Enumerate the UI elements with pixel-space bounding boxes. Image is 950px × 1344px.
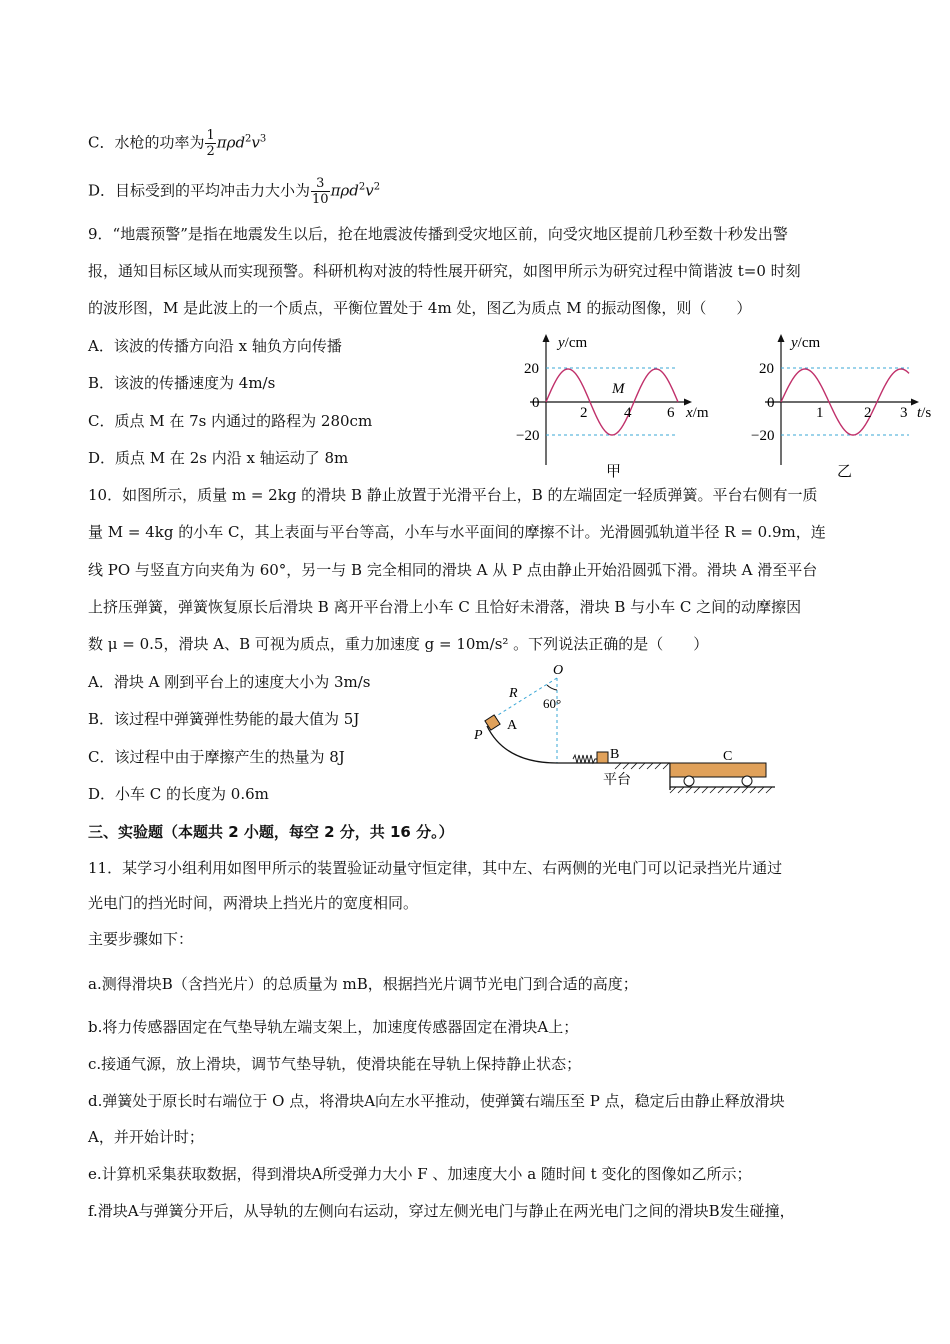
jia-xlabel: x/m: [686, 405, 709, 421]
fig-label-platform: 平台: [603, 773, 631, 788]
yi-xlabel: t/s: [917, 405, 932, 421]
q10-stem-line3: 线 PO 与竖直方向夹角为 60°，另一与 B 完全相同的滑块 A 从 P 点由静止开始沿圆弧下滑。滑块 A 滑至平台: [88, 561, 818, 579]
jia-point-m: M: [612, 381, 625, 397]
q9-stem-line2: 报，通知目标区域从而实现预警。科研机构对波的特性展开研究，如图甲所示为研究过程中简谐波 t=0 时刻: [88, 262, 801, 280]
jia-y-arrow: [543, 334, 550, 342]
fig-label-r: R: [509, 686, 518, 701]
fig-angle-arc: [547, 685, 557, 690]
q10-option-d: D．小车 C 的长度为 0.6m: [88, 785, 269, 803]
yi-xtick-1: 1: [816, 405, 824, 421]
yi-y-arrow: [778, 334, 785, 342]
q8-option-d: D．目标受到的平均冲击力大小为 $\frac{3}{10}$ $\pi\rho d^2v^2$: [88, 176, 381, 207]
q11-step-a: a.测得滑块B（含挡光片）的总质量为 mB，根据挡光片调节光电门到合适的高度；: [88, 975, 638, 993]
q9-stem-line1: 9．“地震预警”是指在地震发生以后，抢在地震波传播到受灾地区前，向受灾地区提前几秒至数十秒发出警: [88, 225, 788, 243]
q11-step-e: e.计算机采集获取数据，得到滑块A所受弹力大小 F 、加速度大小 a 随时间 t 变化的图像如乙所示；: [88, 1165, 752, 1183]
q10-stem-line5: 数 μ = 0.5，滑块 A、B 可视为质点，重力加速度 g = 10m/s² 。下列说法正确的是（ ）: [88, 635, 709, 653]
fig-arc-track: [487, 726, 557, 763]
q9-option-d: D．质点 M 在 2s 内沿 x 轴运动了 8m: [88, 449, 349, 467]
q11-stem-line2: 光电门的挡光时间，两滑块上挡光片的宽度相同。: [88, 894, 419, 912]
q8-option-c: C．水枪的功率为 $\frac{1}{2}$ $\pi\rho d^2v^3$: [88, 128, 267, 159]
fig-cart-wheel-left: [684, 776, 694, 786]
q9-option-a: A．该波的传播方向沿 x 轴负方向传播: [88, 337, 342, 355]
fig-platform-hatch: [615, 763, 669, 769]
yi-caption: 乙: [837, 464, 853, 480]
q11-step-d-line2: A，并开始计时；: [88, 1128, 204, 1146]
q11-step-c: c.接通气源，放上滑块，调节气垫导轨，使滑块能在导轨上保持静止状态；: [88, 1055, 582, 1073]
q11-step-f: f.滑块A与弹簧分开后，从导轨的左侧向右运动，穿过左侧光电门与静止在两光电门之间的滑块B发生碰撞，: [88, 1202, 795, 1220]
q9-stem-line3: 的波形图，M 是此波上的一个质点，平衡位置处于 4m 处，图乙为质点 M 的振动图像，则（ ）: [88, 299, 752, 317]
yi-ytick-neg20: −20: [751, 428, 775, 444]
fig-label-c: C: [723, 749, 733, 764]
yi-xtick-2: 2: [864, 405, 872, 421]
q11-step-d-line1: d.弹簧处于原长时右端位于 O 点，将滑块A向左水平推动，使弹簧右端压至 P 点，稳定后由静止释放滑块: [88, 1092, 785, 1110]
fig-cart-wheel-right: [742, 776, 752, 786]
q10-track-figure: [465, 660, 785, 800]
q8-optd-fraction: $\frac{3}{10}$: [312, 176, 329, 207]
jia-ylabel: y/cm: [558, 335, 588, 351]
fig-label-angle: 60°: [543, 696, 562, 711]
q10-option-c: C．该过程中由于摩擦产生的热量为 8J: [88, 748, 345, 766]
q8-optc-fraction: $\frac{1}{2}$: [206, 128, 215, 159]
q9-option-b: B．该波的传播速度为 4m/s: [88, 374, 276, 392]
fig-ground-hatch: [670, 787, 772, 793]
jia-xtick-4: 4: [624, 405, 632, 421]
yi-ytick-20: 20: [759, 361, 774, 377]
fig-cart-c: [670, 763, 766, 777]
q10-stem-line1: 10．如图所示，质量 m = 2kg 的滑块 B 静止放置于光滑平台上，B 的左端固定一轻质弹簧。平台右侧有一质: [88, 486, 818, 504]
q10-stem-line4: 上挤压弹簧，弹簧恢复原长后滑块 B 离开平台滑上小车 C 且恰好未滑落，滑块 B 与小车 C 之间的动摩擦因: [88, 598, 802, 616]
q11-stem-line1: 11．某学习小组利用如图甲所示的装置验证动量守恒定律，其中左、右两侧的光电门可以记录挡光片通过: [88, 859, 783, 877]
fig-spring: [573, 755, 599, 763]
fig-label-b: B: [610, 747, 620, 762]
jia-xtick-2: 2: [580, 405, 588, 421]
q11-steps-title: 主要步骤如下：: [88, 930, 194, 948]
q10-stem-line2: 量 M = 4kg 的小车 C，其上表面与平台等高，小车与水平面间的摩擦不计。光滑圆弧轨道半径 R = 0.9m，连: [88, 523, 826, 541]
fig-label-a: A: [507, 718, 518, 733]
jia-ytick-0: 0: [532, 395, 540, 411]
yi-xtick-3: 3: [900, 405, 908, 421]
yi-ylabel: y/cm: [791, 335, 821, 351]
q10-option-b: B．该过程中弹簧弹性势能的最大值为 5J: [88, 710, 360, 728]
wave-graph-jia: [500, 330, 730, 480]
fig-block-a: [485, 715, 500, 730]
fig-block-b: [597, 752, 608, 763]
section3-title: 三、实验题（本题共 2 小题，每空 2 分，共 16 分。）: [88, 823, 454, 841]
yi-ytick-0: 0: [767, 395, 775, 411]
jia-ytick-neg20: −20: [516, 428, 540, 444]
fig-label-o: O: [553, 663, 564, 678]
q9-option-c: C．质点 M 在 7s 内通过的路程为 280cm: [88, 412, 373, 430]
q10-option-a: A．滑块 A 刚到平台上的速度大小为 3m/s: [88, 673, 371, 691]
jia-caption: 甲: [606, 464, 622, 480]
jia-ytick-20: 20: [524, 361, 539, 377]
vibration-graph-yi: [745, 330, 945, 480]
fig-label-p: P: [474, 728, 483, 743]
jia-xtick-6: 6: [667, 405, 675, 421]
q11-step-b: b.将力传感器固定在气垫导轨左端支架上，加速度传感器固定在滑块A上；: [88, 1018, 579, 1036]
